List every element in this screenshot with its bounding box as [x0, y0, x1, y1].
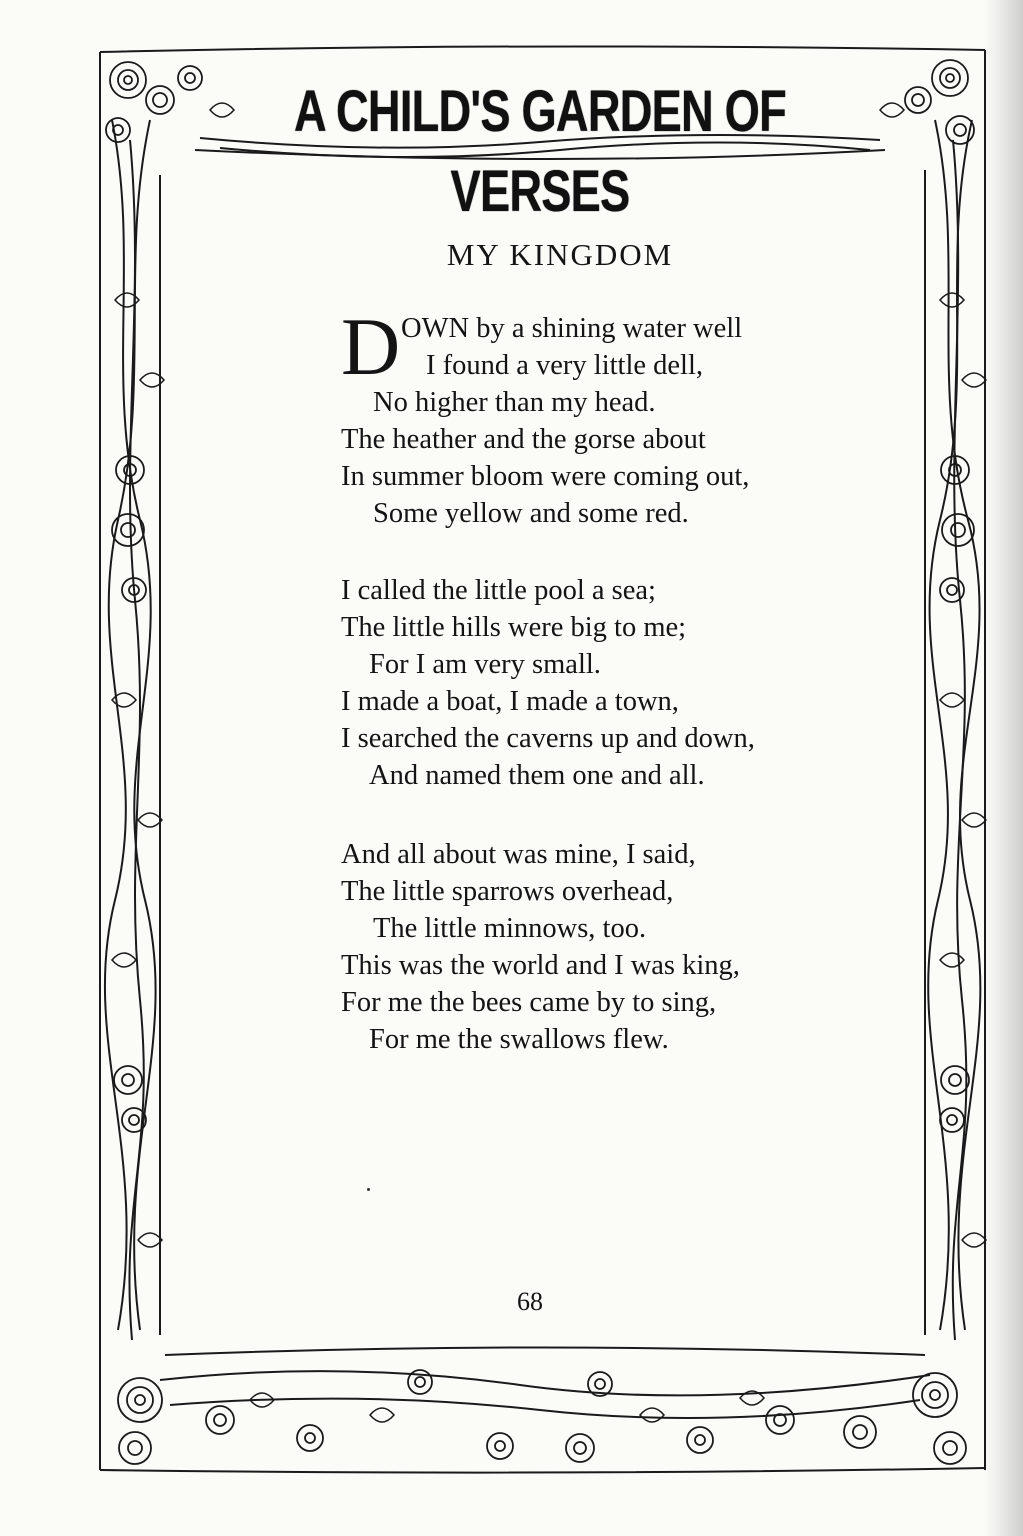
poem-line: The little minnows, too.	[373, 913, 647, 944]
poem-line: For I am very small.	[369, 649, 601, 680]
poem-line: OWN by a shining water well	[401, 313, 743, 344]
poem-line: No higher than my head.	[373, 387, 656, 418]
stanza-2	[341, 572, 801, 794]
poem-line: Some yellow and some red.	[373, 498, 689, 529]
poem-line: For me the bees came by to sing,	[341, 987, 717, 1018]
stanza-1	[341, 301, 801, 532]
poem-line: The heather and the gorse about	[341, 424, 706, 455]
book-title: A CHILD'S GARDEN OF VERSES	[294, 79, 786, 224]
opening-with-drop-cap	[341, 301, 801, 392]
poem-line: In summer bloom were coming out,	[341, 461, 750, 492]
poem-line: The little hills were big to me;	[341, 612, 687, 643]
stanza-3	[341, 836, 801, 1058]
poem-line: For me the swallows flew.	[369, 1024, 669, 1055]
poem-line: And named them one and all.	[369, 760, 705, 791]
poem-line: I called the little pool a sea;	[341, 575, 656, 606]
poem-line: I made a boat, I made a town,	[341, 686, 679, 717]
ink-speck	[367, 1188, 370, 1191]
poem-title: MY KINGDOM	[446, 237, 674, 272]
drop-cap-lines	[341, 301, 801, 392]
page-number: 68	[517, 1287, 543, 1316]
poem-line: I searched the caverns up and down,	[341, 723, 755, 754]
poem-line: This was the world and I was king,	[341, 950, 740, 981]
poem-line: The little sparrows overhead,	[341, 876, 674, 907]
poem-line: I found a very little dell,	[426, 350, 703, 381]
drop-cap-letter: D	[341, 301, 401, 392]
poem-line: And all about was mine, I said,	[341, 839, 696, 870]
